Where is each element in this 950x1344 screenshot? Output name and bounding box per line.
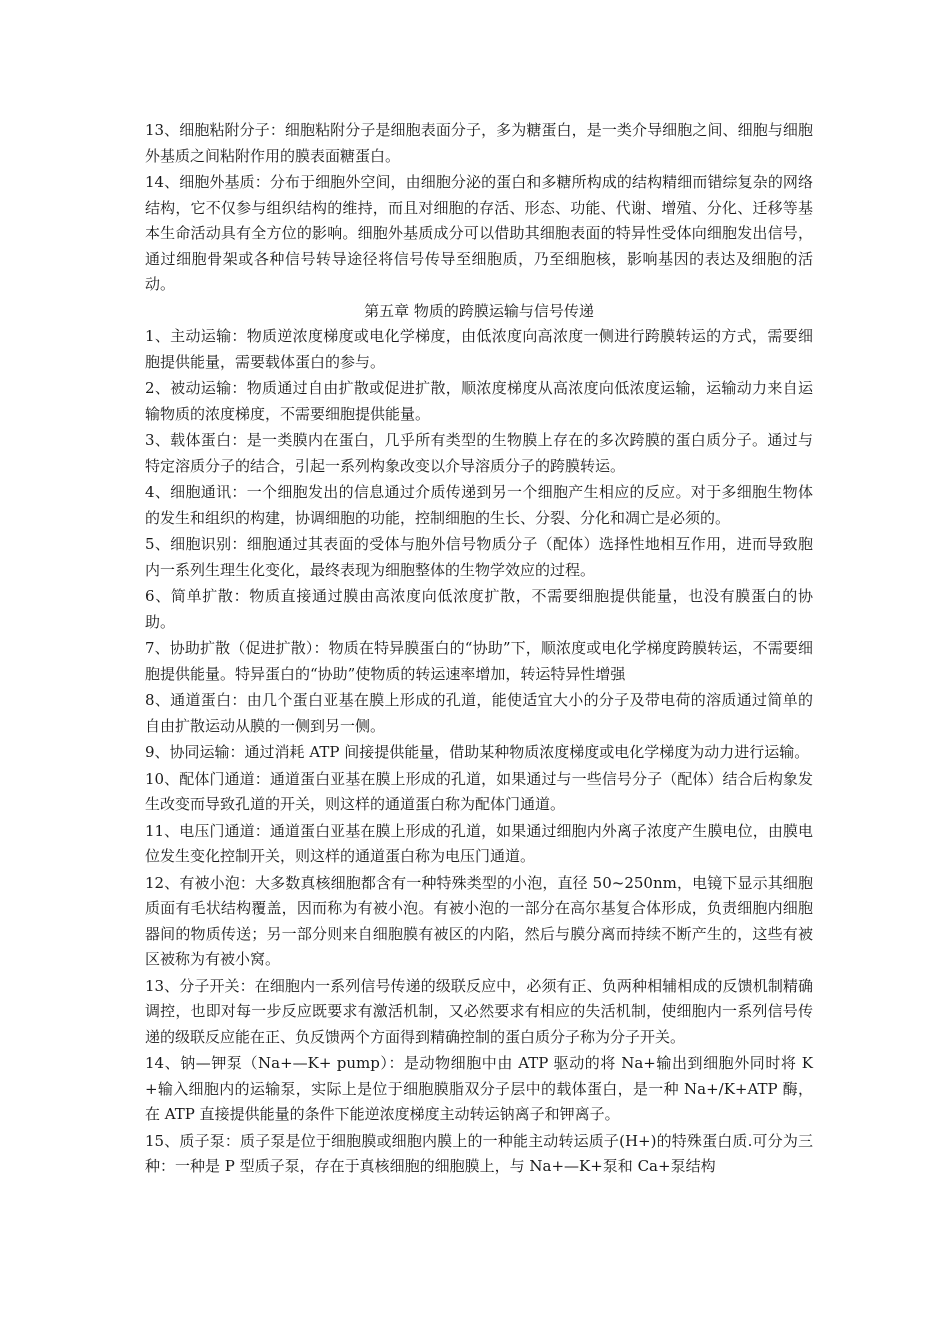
- paragraph-simple-diffusion: 6、简单扩散：物质直接通过膜由高浓度向低浓度扩散，不需要细胞提供能量，也没有膜蛋白的协助。: [145, 587, 813, 631]
- paragraph-channel-protein: 8、通道蛋白：由几个蛋白亚基在膜上形成的孔道，能使适宜大小的分子及带电荷的溶质通过简单的自由扩散运动从膜的一侧到另一侧。: [145, 691, 813, 735]
- paragraph-carrier-protein: 3、载体蛋白：是一类膜内在蛋白，几乎所有类型的生物膜上存在的多次跨膜的蛋白质分子。通过与特定溶质分子的结合，引起一系列构象改变以介导溶质分子的跨膜转运。: [145, 431, 813, 475]
- chapter-title: 第五章 物质的跨膜运输与信号传递: [364, 301, 594, 320]
- paragraph-ligand-gated-channel: 10、配体门通道：通道蛋白亚基在膜上形成的孔道，如果通过与一些信号分子（配体）结合后构象发生改变而导致孔道的开关，则这样的通道蛋白称为配体门通道。: [145, 769, 813, 813]
- paragraph-coated-vesicle: 12、有被小泡：大多数真核细胞都含有一种特殊类型的小泡，直径 50~250nm，电镜下显示其细胞质面有毛状结构覆盖，因而称为有被小泡。有被小泡的一部分在高尔基复合体形成，负责细胞内细胞器间的物质传送；另一部分则来自细胞膜有被区的内陷，然后与膜分离而持续不断产生的，这些有被区被称为有被小窝。: [145, 873, 813, 968]
- paragraph-molecular-switch: 13、分子开关：在细胞内一系列信号传递的级联反应中，必须有正、负两种相辅相成的反馈机制精确调控，也即对每一步反应既要求有激活机制，又必然要求有相应的失活机制，使细胞内一系列信号传递的级联反应能在正、负反馈两个方面得到精确控制的蛋白质分子称为分子开关。: [145, 976, 813, 1046]
- paragraph-cell-recognition: 5、细胞识别：细胞通过其表面的受体与胞外信号物质分子（配体）选择性地相互作用，进而导致胞内一系列生理生化变化，最终表现为细胞整体的生物学效应的过程。: [145, 535, 813, 579]
- paragraph-active-transport: 1、主动运输：物质逆浓度梯度或电化学梯度，由低浓度向高浓度一侧进行跨膜转运的方式，需要细胞提供能量，需要载体蛋白的参与。: [145, 327, 813, 371]
- paragraph-extracellular-matrix: 14、细胞外基质：分布于细胞外空间，由细胞分泌的蛋白和多糖所构成的结构精细而错综复杂的网络结构，它不仅参与组织结构的维持，而且对细胞的存活、形态、功能、代谢、增殖、分化、迁移等基本生命活动具有全方位的影响。细胞外基质成分可以借助其细胞表面的特异性受体向细胞发出信号，通过细胞骨架或各种信号转导途径将信号传导至细胞质，乃至细胞核，影响基因的表达及细胞的活动。: [145, 173, 813, 293]
- paragraph-cell-communication: 4、细胞通讯：一个细胞发出的信息通过介质传递到另一个细胞产生相应的反应。对于多细胞生物体的发生和组织的构建，协调细胞的功能，控制细胞的生长、分裂、分化和凋亡是必须的。: [145, 483, 813, 527]
- paragraph-cell-adhesion-molecule: 13、细胞粘附分子：细胞粘附分子是细胞表面分子，多为糖蛋白，是一类介导细胞之间、细胞与细胞外基质之间粘附作用的膜表面糖蛋白。: [145, 121, 813, 165]
- paragraph-passive-transport: 2、被动运输：物质通过自由扩散或促进扩散，顺浓度梯度从高浓度向低浓度运输，运输动力来自运输物质的浓度梯度，不需要细胞提供能量。: [145, 379, 813, 423]
- paragraph-proton-pump: 15、质子泵：质子泵是位于细胞膜或细胞内膜上的一种能主动转运质子(H+)的特殊蛋白质.可分为三种：一种是 P 型质子泵，存在于真核细胞的细胞膜上，与 Na+—K+泵和 Ca+泵结构: [145, 1131, 813, 1175]
- paragraph-facilitated-diffusion: 7、协助扩散（促进扩散）：物质在特异膜蛋白的“协助”下，顺浓度或电化学梯度跨膜转运，不需要细胞提供能量。特异蛋白的“协助”使物质的转运速率增加，转运特异性增强: [145, 639, 813, 683]
- paragraph-sodium-potassium-pump: 14、钠—钾泵（Na+—K+ pump）：是动物细胞中由 ATP 驱动的将 Na+输出到细胞外同时将 K+输入细胞内的运输泵，实际上是位于细胞膜脂双分子层中的载体蛋白，是一种 Na+/K+ATP 酶，在 ATP 直接提供能量的条件下能逆浓度梯度主动转运钠离子和钾离子。: [145, 1054, 813, 1123]
- document-body: [145, 118, 813, 1181]
- paragraph-voltage-gated-channel: 11、电压门通道：通道蛋白亚基在膜上形成的孔道，如果通过细胞内外离子浓度产生膜电位，由膜电位发生变化控制开关，则这样的通道蛋白称为电压门通道。: [145, 821, 813, 865]
- paragraph-cotransport: 9、协同运输：通过消耗 ATP 间接提供能量，借助某种物质浓度梯度或电化学梯度为动力进行运输。: [145, 743, 810, 761]
